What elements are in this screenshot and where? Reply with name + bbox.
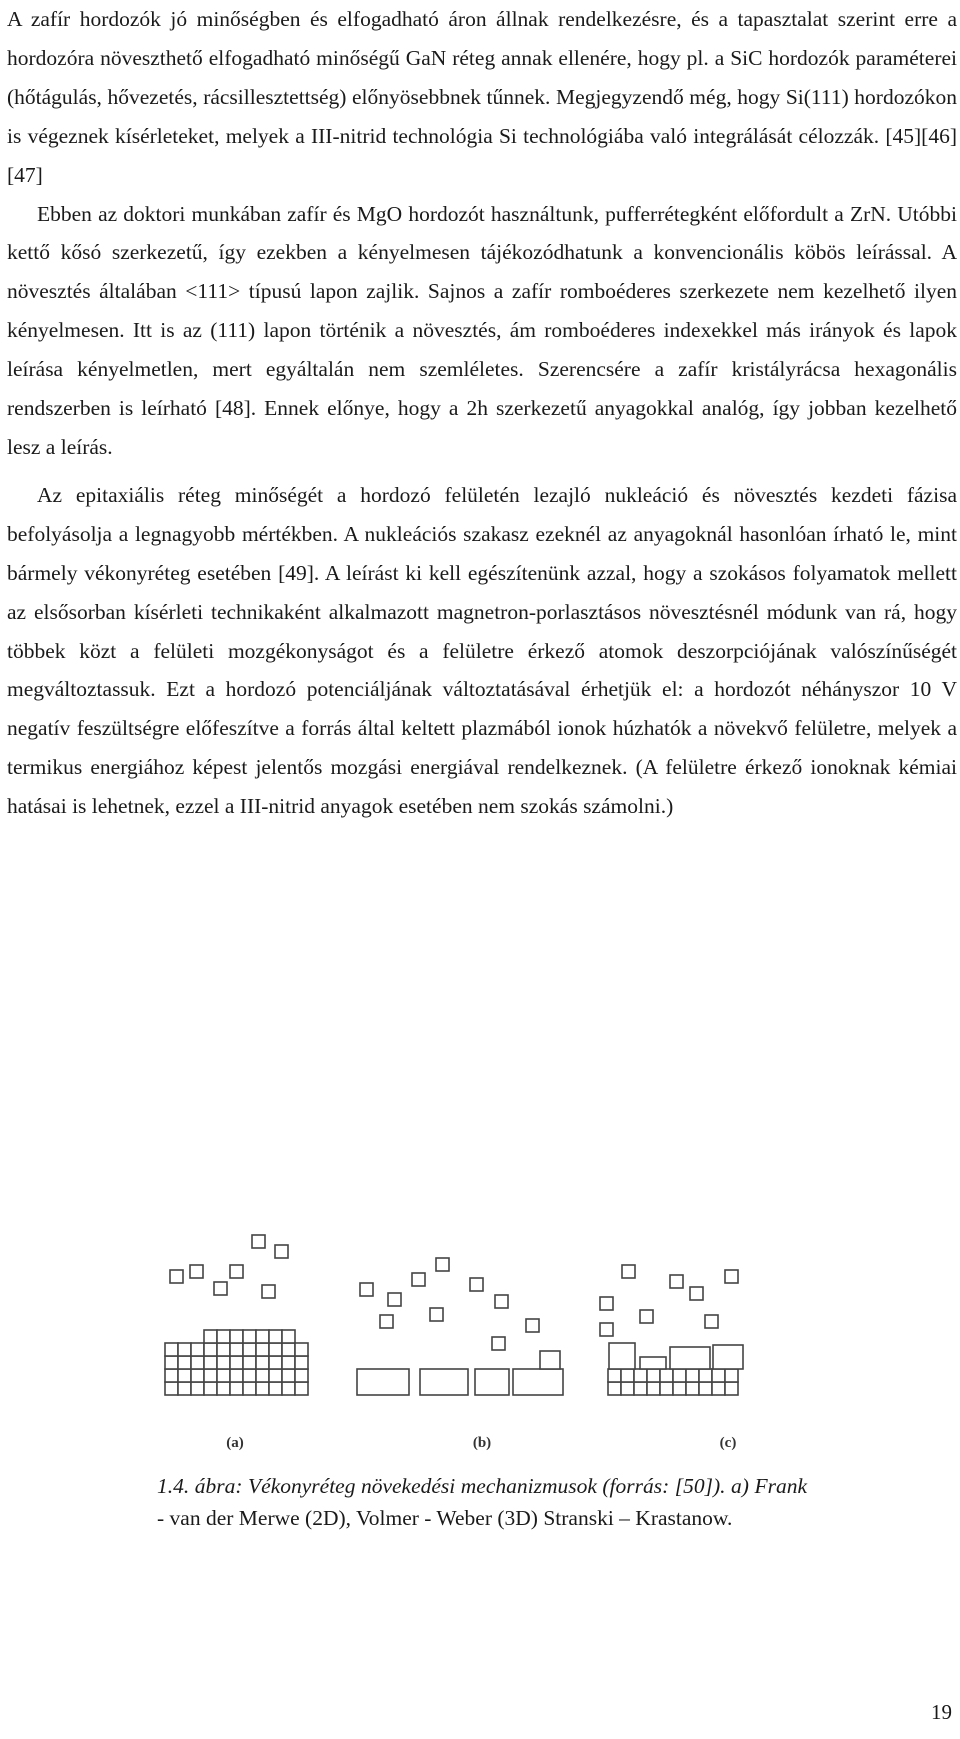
layer-cell <box>178 1343 191 1356</box>
layer-cell <box>191 1369 204 1382</box>
layer-cell <box>282 1330 295 1343</box>
panel-b-label: (b) <box>472 1435 492 1451</box>
wetting-layer-cell <box>725 1369 738 1382</box>
adatom-square <box>214 1282 227 1295</box>
island <box>420 1369 468 1395</box>
island <box>640 1357 666 1369</box>
layer-cell <box>178 1382 191 1395</box>
wetting-layer-cell <box>712 1382 725 1395</box>
layer-cell <box>282 1369 295 1382</box>
growth-mechanisms-figure <box>150 1225 800 1465</box>
caption-regular: - van der Merwe (2D), Volmer - Weber (3D) Stranski – Krastanow. <box>157 1506 733 1530</box>
layer-cell <box>191 1382 204 1395</box>
layer-cell <box>217 1356 230 1369</box>
layer-cell <box>204 1369 217 1382</box>
wetting-layer-cell <box>621 1369 634 1382</box>
body-text <box>7 0 957 826</box>
layer-cell <box>217 1382 230 1395</box>
wetting-layer-cell <box>634 1382 647 1395</box>
panel-c-label: (c) <box>719 1435 737 1451</box>
adatom-square <box>262 1285 275 1298</box>
paragraph-3: Az epitaxiális réteg minőségét a hordozó felületén lezajló nukleáció és növesztés kezdeti fázisa befolyásolja a legnagyobb mértékben. A nukleációs szakasz ezeknél az anyagoknál hasonlóan írható le, mint bármely vékonyréteg esetében [49]. A leírást ki kell egészítenünk azzal, hogy a szokásos folyamatok mellett az elsősorban kísérleti technikaként alkalmazott magnetron-porlasztásos növesztésnél módunk van rá, hogy többek közt a felületi mozgékonyságot és a felületre érkező atomok deszorpciójának valószínűségét megváltoztassuk. Ezt a hordozó potenciáljának változtatásával érhetjük el: a hordozót néhányszor 10 V negatív feszültségre előfeszítve a forrás által keltett plazmából ionok húzhatók a növekvő felületre, melyek a termikus energiához képest jelentős mozgási energiával rendelkeznek. (A felületre érkező ionoknak kémiai hatásai is lehetnek, ezzel a III-nitrid anyagok esetében nem szokás számolni.) <box>7 482 957 819</box>
layer-cell <box>217 1330 230 1343</box>
layer-cell <box>269 1356 282 1369</box>
layer-cell <box>191 1356 204 1369</box>
island <box>540 1351 560 1369</box>
island <box>513 1369 563 1395</box>
layer-cell <box>204 1382 217 1395</box>
wetting-layer-cell <box>647 1369 660 1382</box>
adatom-square <box>275 1245 288 1258</box>
adatom-square <box>600 1323 613 1336</box>
adatom-square <box>526 1319 539 1332</box>
figure-caption <box>157 1470 807 1534</box>
layer-cell <box>204 1330 217 1343</box>
layer-cell <box>295 1356 308 1369</box>
layer-cell <box>256 1369 269 1382</box>
panel-c-stranski-krastanow <box>600 1265 743 1395</box>
layer-cell <box>295 1369 308 1382</box>
layer-cell <box>282 1356 295 1369</box>
wetting-layer-cell <box>712 1369 725 1382</box>
layer-cell <box>230 1382 243 1395</box>
adatom-square <box>600 1297 613 1310</box>
adatom-square <box>412 1273 425 1286</box>
layer-cell <box>165 1343 178 1356</box>
wetting-layer-cell <box>673 1369 686 1382</box>
layer-cell <box>230 1369 243 1382</box>
layer-cell <box>282 1343 295 1356</box>
layer-cell <box>256 1356 269 1369</box>
wetting-layer-cell <box>647 1382 660 1395</box>
adatom-square <box>190 1265 203 1278</box>
adatom-square <box>388 1293 401 1306</box>
layer-cell <box>295 1343 308 1356</box>
layer-cell <box>282 1382 295 1395</box>
paragraph-2: Ebben az doktori munkában zafír és MgO hordozót használtunk, pufferrétegként előfordult a ZrN. Utóbbi kettő kősó szerkezetű, így ezekben a kényelmesen tájékozódhatunk a konvencionális köbös leírással. A növesztés általában <111> típusú lapon zajlik. Sajnos a zafír romboéderes szerkezete nem kezelhető ilyen kényelmesen. Itt is az (111) lapon történik a növesztés, ám romboéderes indexekkel más irányok és lapok leírása kényelmetlen, mert egyáltalán nem szemléletes. Szerencsére a zafír kristályrácsa hexagonális rendszerben is leírható [48]. Ennek előnye, hogy a 2h szerkezetű anyagokkal analóg, így jobban kezelhető lesz a leírás. <box>7 201 957 459</box>
layer-cell <box>269 1343 282 1356</box>
island <box>357 1369 409 1395</box>
layer-cell <box>230 1356 243 1369</box>
layer-cell <box>256 1382 269 1395</box>
layer-cell <box>165 1369 178 1382</box>
layer-cell <box>269 1330 282 1343</box>
layer-cell <box>256 1343 269 1356</box>
adatom-square <box>470 1278 483 1291</box>
layer-cell <box>243 1369 256 1382</box>
adatom-square <box>252 1235 265 1248</box>
page-number: 19 <box>931 1700 952 1724</box>
layer-cell <box>165 1382 178 1395</box>
layer-cell <box>217 1343 230 1356</box>
adatom-square <box>670 1275 683 1288</box>
layer-cell <box>230 1330 243 1343</box>
panel-a-label: (a) <box>226 1435 244 1451</box>
layer-cell <box>256 1330 269 1343</box>
wetting-layer-cell <box>673 1382 686 1395</box>
layer-cell <box>243 1343 256 1356</box>
island <box>713 1345 743 1369</box>
wetting-layer-cell <box>608 1369 621 1382</box>
wetting-layer-cell <box>608 1382 621 1395</box>
wetting-layer-cell <box>699 1369 712 1382</box>
paragraph-1: A zafír hordozók jó minőségben és elfogadható áron állnak rendelkezésre, és a tapasztalat szerint erre a hordozóra növeszthető elfogadható minőségű GaN réteg annak ellenére, hogy pl. a SiC hordozók paraméterei (hőtágulás, hővezetés, rácsillesztettség) előnyösebbnek tűnnek. Megjegyzendő még, hogy Si(111) hordozókon is végeznek kísérleteket, melyek a III-nitrid technológia Si technológiába való integrálását célozzák. [45][46][47] <box>7 7 957 187</box>
layer-cell <box>230 1343 243 1356</box>
adatom-square <box>495 1295 508 1308</box>
layer-cell <box>269 1382 282 1395</box>
wetting-layer-cell <box>621 1382 634 1395</box>
layer-cell <box>243 1356 256 1369</box>
layer-cell <box>165 1356 178 1369</box>
island <box>670 1347 710 1369</box>
wetting-layer-cell <box>699 1382 712 1395</box>
layer-cell <box>217 1369 230 1382</box>
wetting-layer-cell <box>660 1369 673 1382</box>
adatom-square <box>380 1315 393 1328</box>
layer-cell <box>178 1369 191 1382</box>
panel-a-frank-van-der-merwe <box>165 1235 308 1395</box>
adatom-square <box>170 1270 183 1283</box>
adatom-square <box>492 1337 505 1350</box>
layer-cell <box>269 1369 282 1382</box>
layer-cell <box>204 1356 217 1369</box>
adatom-square <box>430 1308 443 1321</box>
wetting-layer-cell <box>686 1369 699 1382</box>
island <box>609 1343 635 1369</box>
layer-cell <box>295 1382 308 1395</box>
adatom-square <box>622 1265 635 1278</box>
adatom-square <box>360 1283 373 1296</box>
adatom-square <box>705 1315 718 1328</box>
wetting-layer-cell <box>686 1382 699 1395</box>
wetting-layer-cell <box>660 1382 673 1395</box>
layer-cell <box>243 1330 256 1343</box>
adatom-square <box>230 1265 243 1278</box>
layer-cell <box>178 1356 191 1369</box>
adatom-square <box>640 1310 653 1323</box>
wetting-layer-cell <box>725 1382 738 1395</box>
layer-cell <box>204 1343 217 1356</box>
adatom-square <box>436 1258 449 1271</box>
figure-drawing <box>150 1225 800 1465</box>
layer-cell <box>243 1382 256 1395</box>
caption-italic: 1.4. ábra: Vékonyréteg növekedési mechanizmusok (forrás: [50]). a) Frank <box>157 1474 807 1498</box>
adatom-square <box>725 1270 738 1283</box>
island <box>475 1369 509 1395</box>
layer-cell <box>191 1343 204 1356</box>
adatom-square <box>690 1287 703 1300</box>
wetting-layer-cell <box>634 1369 647 1382</box>
panel-b-volmer-weber <box>357 1258 563 1395</box>
